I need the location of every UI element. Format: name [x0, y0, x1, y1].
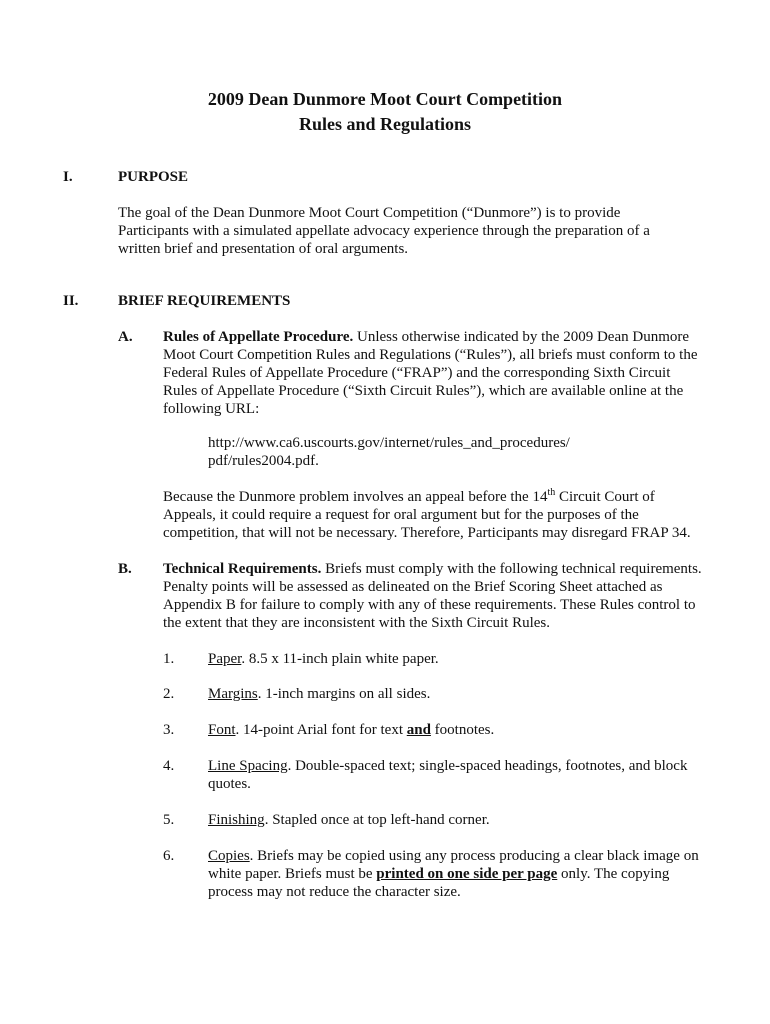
para2-superscript: th	[547, 487, 556, 498]
subsection-a-text: Unless otherwise indicated by the 2009 Dean Dunmore Moot Court Competition Rules and Regulations (“Rules”), all briefs must conform to the Federal Rules of Appellate Procedure (“FRAP”) and the corresponding Sixth Circuit Rules of Appellate Procedure (“Sixth Circuit Rules”), which are available online at the following URL:	[163, 329, 698, 417]
item-6-text-before: . Briefs may be copied using any process producing a clear black image on white paper. Briefs must be	[208, 848, 699, 882]
para2-after: Circuit Court of Appeals, it could require a request for oral argument but for the purposes of the competition, that will not be necessary. Therefore, Participants may disregard FRAP 34.	[163, 489, 691, 541]
rules-url-line2: pdf/rules2004.pdf.	[208, 453, 319, 469]
item-3-label: Font	[208, 722, 236, 738]
section-1-paragraph: The goal of the Dean Dunmore Moot Court Competition (“Dunmore”) is to provide Participants with a simulated appellate advocacy experience through the preparation of a written brief and presentation of oral arguments.	[118, 205, 650, 257]
subsection-a-paragraph	[163, 328, 703, 418]
item-2-label: Margins	[208, 686, 258, 702]
subsection-a-heading: Rules of Appellate Procedure.	[163, 329, 354, 345]
subsection-a-paragraph-2	[163, 488, 703, 542]
item-1-text: . 8.5 x 11-inch plain white paper.	[241, 651, 439, 667]
subsection-b-text: Briefs must comply with the following technical requirements. Penalty points will be assessed as delineated on the Brief Scoring Sheet attached as Appendix B for failure to comply with any of these requirements. These Rules control to the extent that they are inconsistent with the Sixth Circuit Rules.	[163, 561, 702, 631]
section-1-numeral: I.	[63, 169, 73, 185]
item-3-number: 3.	[163, 722, 175, 738]
rules-url-line1: http://www.ca6.uscourts.gov/internet/rules_and_procedures/	[208, 435, 570, 451]
item-3-text-before: . 14-point Arial font for text	[235, 722, 407, 738]
subsection-b-letter: B.	[118, 561, 132, 577]
item-1	[208, 650, 708, 668]
item-3	[208, 721, 708, 739]
item-4-label: Line Spacing	[208, 758, 288, 774]
item-2-text: . 1-inch margins on all sides.	[257, 686, 431, 702]
item-4	[208, 757, 708, 793]
item-5	[208, 811, 708, 829]
item-5-text: . Stapled once at top left-hand corner.	[264, 812, 490, 828]
item-6-text-after: only. The copying process may not reduce the character size.	[208, 866, 670, 900]
document-title-line2: Rules and Regulations	[298, 114, 472, 134]
item-5-number: 5.	[163, 812, 175, 828]
item-6	[208, 847, 708, 901]
item-6-emphasis: printed on one side per page	[376, 866, 558, 882]
item-6-label: Copies	[208, 848, 250, 864]
section-2-heading: BRIEF REQUIREMENTS	[118, 293, 291, 309]
item-4-text: . Double-spaced text; single-spaced headings, footnotes, and block quotes.	[208, 758, 688, 792]
item-1-number: 1.	[163, 651, 175, 667]
para2-before: Because the Dunmore problem involves an appeal before the 14	[163, 489, 548, 505]
item-3-emphasis: and	[406, 722, 431, 738]
section-2-numeral: II.	[63, 293, 79, 309]
section-1-heading: PURPOSE	[118, 169, 189, 185]
subsection-b-paragraph	[163, 560, 703, 632]
item-6-number: 6.	[163, 848, 175, 864]
item-5-label: Finishing	[208, 812, 265, 828]
subsection-b-heading: Technical Requirements.	[163, 561, 322, 577]
item-2-number: 2.	[163, 686, 175, 702]
item-3-text-after: footnotes.	[430, 722, 495, 738]
rules-url	[208, 434, 688, 470]
item-4-number: 4.	[163, 758, 175, 774]
item-1-label: Paper	[208, 651, 242, 667]
item-2	[208, 685, 708, 703]
document-title-line1: 2009 Dean Dunmore Moot Court Competition	[207, 89, 563, 109]
subsection-a-letter: A.	[118, 329, 133, 345]
